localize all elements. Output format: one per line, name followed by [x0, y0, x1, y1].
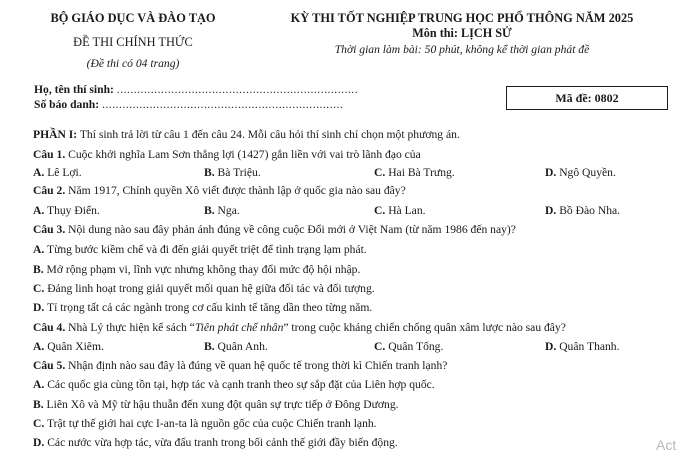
candidate-id-row — [34, 98, 343, 111]
option-key: D. — [545, 166, 557, 179]
option-text: Nga. — [217, 204, 240, 217]
q5-option-d[interactable] — [33, 436, 398, 449]
option-text: Hà Lan. — [388, 204, 426, 217]
question-label: Câu 3. — [33, 223, 66, 236]
q3-option-b[interactable] — [33, 263, 360, 276]
option-text: Quân Anh. — [217, 340, 268, 353]
q3-option-a[interactable] — [33, 243, 367, 256]
candidate-id-dots: ....................................................................... — [102, 98, 344, 111]
candidate-name-label: Họ, tên thí sinh: — [34, 83, 114, 96]
candidate-name-dots: ....................................................................... — [116, 83, 359, 96]
question-label: Câu 5. — [33, 359, 66, 372]
page-count-note: (Đề thi có 04 trang) — [86, 57, 180, 70]
part1-label: PHẦN I: — [33, 128, 78, 141]
option-key: B. — [204, 340, 215, 353]
option-text: Các nước vừa hợp tác, vừa đấu tranh trong bối cảnh thế giới đầy biến động. — [47, 436, 398, 449]
option-key: B. — [204, 204, 215, 217]
question-quote: Tiên phát chế nhân — [194, 321, 284, 334]
q2-option-d[interactable] — [545, 204, 620, 217]
question-label: Câu 2. — [33, 184, 66, 197]
option-text: Bồ Đào Nha. — [559, 204, 621, 217]
option-key: D. — [33, 436, 45, 449]
option-key: C. — [33, 417, 45, 430]
option-text: Hai Bà Trưng. — [388, 166, 455, 179]
option-text: Mở rộng phạm vi, lĩnh vực nhưng không thay đổi mức độ hội nhập. — [46, 263, 361, 276]
option-text: Thụy Điển. — [46, 204, 100, 217]
question-4 — [33, 321, 566, 334]
q4-option-b[interactable] — [204, 340, 268, 353]
option-key: C. — [374, 166, 386, 179]
q3-option-d[interactable] — [33, 301, 372, 314]
candidate-name-row — [34, 83, 358, 96]
exam-title: KỲ THI TỐT NGHIỆP TRUNG HỌC PHỔ THÔNG NĂM 2025 — [290, 11, 634, 25]
option-key: A. — [33, 166, 45, 179]
option-text: Quân Tống. — [388, 340, 444, 353]
option-key: C. — [374, 340, 386, 353]
option-key: A. — [33, 243, 45, 256]
option-text: Quân Thanh. — [559, 340, 620, 353]
question-label: Câu 4. — [33, 321, 66, 334]
option-text: Liên Xô và Mỹ từ hậu thuẫn đến xung đột quân sự trực tiếp ở Đông Dương. — [46, 398, 399, 411]
q2-option-c[interactable] — [374, 204, 426, 217]
q5-option-b[interactable] — [33, 398, 399, 411]
option-text: Lê Lợi. — [47, 166, 82, 179]
exam-code-box — [506, 86, 668, 110]
q1-option-a[interactable] — [33, 166, 82, 179]
part1-instruction — [33, 128, 460, 141]
option-key: C. — [33, 282, 45, 295]
question-3 — [33, 223, 516, 236]
question-1 — [33, 148, 421, 161]
option-key: B. — [33, 398, 44, 411]
q4-option-c[interactable] — [374, 340, 443, 353]
question-text: Cuộc khởi nghĩa Lam Sơn thắng lợi (1427) gắn liền với vai trò lãnh đạo của — [68, 148, 421, 161]
option-key: B. — [33, 263, 44, 276]
q1-option-b[interactable] — [204, 166, 261, 179]
question-text: Năm 1917, Chính quyền Xô viết được thành lập ở quốc gia nào sau đây? — [68, 184, 406, 197]
q4-option-a[interactable] — [33, 340, 104, 353]
activation-watermark: Act — [656, 437, 677, 453]
option-text: Trật tự thế giới hai cực I-an-ta là nguồn gốc của cuộc Chiến tranh lạnh. — [46, 417, 377, 430]
option-key: D. — [33, 301, 45, 314]
q5-option-a[interactable] — [33, 378, 435, 391]
option-key: D. — [545, 340, 557, 353]
part1-text: Thí sinh trả lời từ câu 1 đến câu 24. Mỗi câu hỏi thí sinh chỉ chọn một phương án. — [79, 128, 460, 141]
option-key: D. — [545, 204, 557, 217]
option-key: C. — [374, 204, 386, 217]
option-text: Quân Xiêm. — [47, 340, 104, 353]
subject-title: Môn thi: LỊCH SỬ — [412, 26, 512, 40]
exam-code: Mã đề: 0802 — [555, 90, 619, 105]
q4-option-d[interactable] — [545, 340, 620, 353]
option-key: A. — [33, 378, 45, 391]
q1-option-c[interactable] — [374, 166, 455, 179]
q5-option-c[interactable] — [33, 417, 377, 430]
question-text-start: Nhà Lý thực hiện kế sách “ — [68, 321, 195, 334]
option-text: Đảng linh hoạt trong giải quyết mối quan hệ giữa đối tác và đối tượng. — [47, 282, 375, 295]
question-5 — [33, 359, 447, 372]
question-text: Nội dung nào sau đây phản ánh đúng về công cuộc Đổi mới ở Việt Nam (từ năm 1986 đến nay)? — [68, 223, 516, 236]
q3-option-c[interactable] — [33, 282, 375, 295]
q1-option-d[interactable] — [545, 166, 616, 179]
official-exam-label: ĐỀ THI CHÍNH THỨC — [73, 35, 193, 49]
q2-option-b[interactable] — [204, 204, 240, 217]
option-key: A. — [33, 204, 45, 217]
q2-option-a[interactable] — [33, 204, 100, 217]
option-text: Ngô Quyền. — [559, 166, 616, 179]
candidate-id-label: Số báo danh: — [34, 98, 100, 111]
time-note: Thời gian làm bài: 50 phút, không kể thời gian phát đề — [334, 43, 590, 56]
question-text: Nhận định nào sau đây là đúng về quan hệ quốc tế trong thời kì Chiến tranh lạnh? — [68, 359, 448, 372]
ministry-name: BỘ GIÁO DỤC VÀ ĐÀO TẠO — [50, 11, 216, 25]
option-text: Các quốc gia cùng tồn tại, hợp tác và cạnh tranh theo sự sắp đặt của Liên hợp quốc. — [47, 378, 435, 391]
option-text: Tỉ trọng tất cả các ngành trong cơ cấu kinh tế tăng dần theo từng năm. — [46, 301, 373, 314]
option-key: B. — [204, 166, 215, 179]
option-text: Bà Triệu. — [217, 166, 261, 179]
question-label: Câu 1. — [33, 148, 66, 161]
question-text-end: ” trong cuộc kháng chiến chống quân xâm lược nào sau đây? — [283, 321, 566, 334]
question-2 — [33, 184, 406, 197]
option-key: A. — [33, 340, 45, 353]
option-text: Từng bước kiềm chế và đi đến giải quyết triệt để tình trạng lạm phát. — [46, 243, 367, 256]
